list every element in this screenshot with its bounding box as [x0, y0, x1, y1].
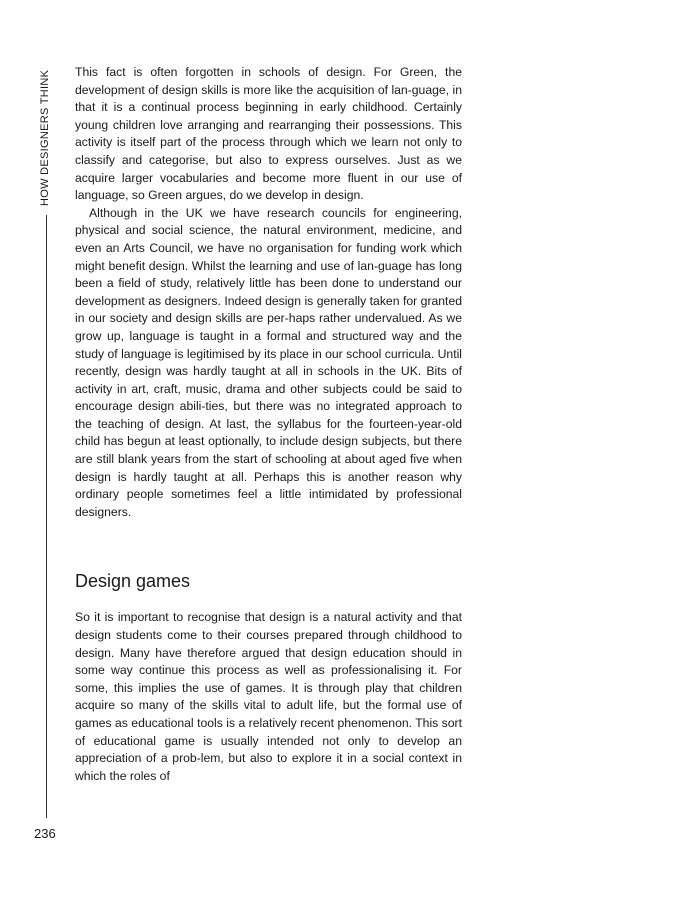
paragraph-1: This fact is often forgotten in schools of design. For Green, the development of design skills is more like the acquisition of lan-guage, in that it is a continual process beginning in early childhood. Certainly young children love arranging and rearranging their possessions. This activity is itself part of the process through which we learn not only to classify and categorise, but also to express ourselves. Just as we acquire larger vocabularies and become more fluent in our use of language, so Green argues, do we develop in design. — [75, 65, 462, 203]
section-heading: Design games — [75, 571, 191, 592]
paragraph-2: Although in the UK we have research councils for engineering, physical and social science, the natural environment, medicine, and even an Arts Council, we have no organisation for funding work which might benefit design. Whilst the learning and use of lan-guage has long been a field of study, relatively little has been done to understand our development as designers. Indeed design is generally taken for granted in our society and design skills are per-haps rather undervalued. As we grow up, language is taught in a formal and structured way and the study of language is legitimised by its place in our school curricula. Until recently, design was hardly taught at all in schools in the UK. Bits of activity in art, craft, music, drama and other subjects could be said to encourage design abili-ties, but there was no integrated approach to the teaching of design. At last, the syllabus for the fourteen-year-old child has begun at least optionally, to include design subjects, but there are still blank years from the start of schooling at about aged five when design is hardly taught at all. Perhaps this is another reason why ordinary people sometimes feel a little intimidated by professional designers. — [75, 205, 462, 519]
page-number: 236 — [34, 826, 56, 841]
running-head: HOW DESIGNERS THINK — [39, 69, 51, 206]
paragraph-3: So it is important to recognise that design is a natural activity and that design students come to their courses prepared through childhood to design. Many have therefore argued that design education should in some way continue this process as well as professionalising it. For some, this implies the use of games. It is through play that children acquire so many of the skills vital to adult life, but the formal use of games as educational tools is a relatively recent phenomenon. This sort of educational game is usually intended not only to develop an appreciation of a prob-lem, but also to explore it in a social context in which the roles of — [75, 610, 462, 783]
body-text — [75, 64, 462, 785]
margin-rule — [46, 215, 47, 818]
